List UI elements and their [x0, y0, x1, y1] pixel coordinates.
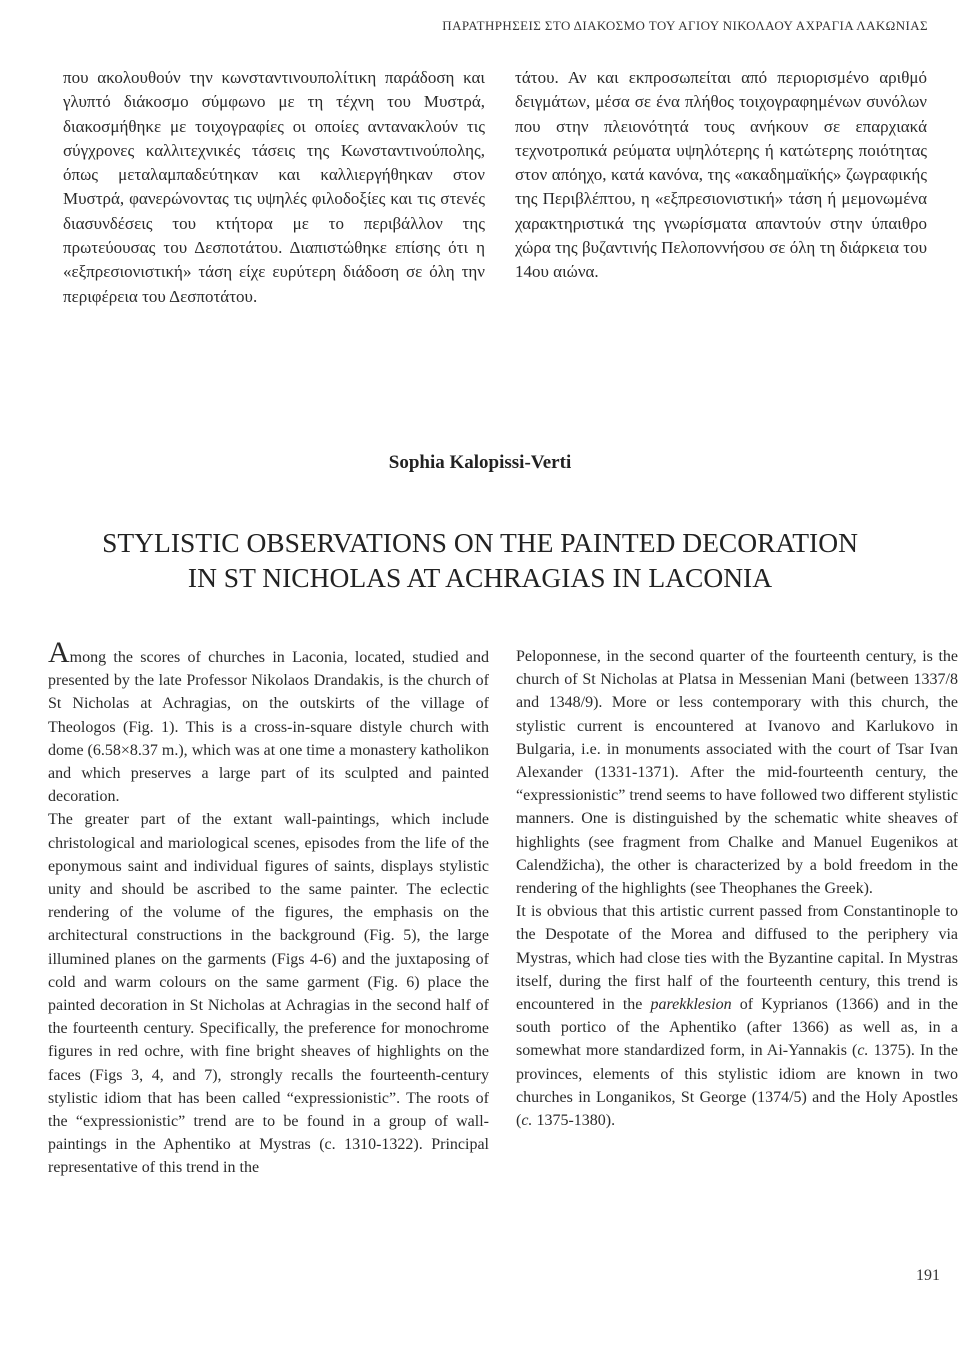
english-left-column — [48, 636, 489, 1180]
paragraph-2: The greater part of the extant wall-paintings, which include christological and mariological scenes, episodes from the life of the eponymous saint and individual figures of saints, displays stylistic unity and should be ascribed to the same painter. The eclectic rendering of the volume of the figures, the emphasis on the architectural constructions in the background (Fig. 5), the large illumined planes on the garments (Figs 4-6) and the juxtaposing of cold and warm colours on the same garment (Fig. 6) place the painted decoration in St Nicholas at Achragias in the second half of the fourteenth century. Specifically, the preference for monochrome figures in red ochre, with fine bright sheaves of highlights on the faces (Figs 3, 4, and 7), strongly recalls the fourteenth-century stylistic idiom that has been called “expressionistic”. The roots of the “expressionistic” trend are to be found in a group of wall-paintings in the Aphentiko at Mystras (c. 1310-1322). Principal representative of this trend in the — [48, 811, 489, 1177]
page-number: 191 — [916, 1267, 940, 1284]
greek-summary-left-column: που ακολουθούν την κωνσταντινουπολίτικη παράδοση και γλυπτό διάκοσμο σύμφωνο με τη τέχνη του Μυστρά, διακοσμήθηκε με τοιχογραφίες οι οποίες αντανακλούν τις σύγχρονες καλλιτεχνικές τάσεις της Κωνσταντινούπολης, όπως μεταλαμπαδεύτηκαν και καλλιεργήθηκαν στον Μυστρά, φανερώνοντας τις υψηλές φιλοδοξίες και τις στενές διασυνδέσεις του κτήτορα με το περιβάλλον της πρωτεύουσας του Δεσποτάτου. Διαπιστώθηκε επίσης ότι η «εξπρεσιονιστική» τάση είχε ευρύτερη διάδοση σε όλη την περιφέρεια του Δεσποτάτου. — [63, 68, 485, 306]
title-line-1: STYLISTIC OBSERVATIONS ON THE PAINTED DECORATION — [102, 527, 858, 558]
greek-summary-right-column: τάτου. Αν και εκπροσωπείται από περιορισμένο αριθμό δειγμάτων, μέσα σε ένα πλήθος τοιχογραφημένων συνόλων που στην πλειονότητά τους ανήκουν σε επαρχιακά τεχνοτροπικά ρεύματα υψηλότερης ή κατώτερης ποιότητας στον απόηχο, κατά κανόνα, της «ακαδημαϊκής» ζωγραφικής της Περιβλέπτου, η «εξπρεσιονιστική» τάση ή μεμονωμένα χαρακτηριστικά της γνωρίσματα απαντούν στην ύπαιθρο χώρα της βυζαντινής Πελοποννήσου σε όλη τη διάρκεια του 14ου αιώνα. — [515, 68, 927, 282]
paragraph-4 — [516, 900, 958, 1132]
paragraph-4-text-a: It is obvious that this artistic current passed from Constantinople to the Despotate of the Morea and diffused to the periphery via Mystras, which had close ties with the Byzantine capital. In Mystras itself, during the first half of the fourteenth century, this trend is encountered in the — [516, 903, 958, 1014]
paragraph-4-text-d: 1375-1380). — [536, 1112, 616, 1130]
paragraph-1-text: mong the scores of churches in Laconia, located, studied and presented by the late Professor Nikolaos Drandakis, is the church of St Nicholas at Achragias, on the outskirts of the village of Theologos (Fig. 1). This is a cross-in-square distyle church with dome (6.58×8.37 m.), which was at one time a monastery katholikon and which preserves a large part of its sculpted and painted decoration. — [48, 649, 489, 806]
title-line-2: IN ST NICHOLAS AT ACHRAGIAS IN LACONIA — [187, 562, 773, 593]
paragraph-4-text-b: of Kyprianos (1366) and in the south portico of the Aphentiko (after 1366) as well as, in a somewhat more standardized form, in Ai-Yannakis ( — [516, 996, 959, 1060]
english-right-column — [516, 645, 958, 1132]
drop-cap: A — [48, 636, 70, 669]
italic-term: parekklesion — [650, 996, 732, 1014]
running-head: ΠΑΡΑΤΗΡΗΣΕΙΣ ΣΤΟ ΔΙΑΚΟΣΜΟ ΤΟΥ ΑΓΙΟΥ ΝΙΚΟΛΑΟΥ ΑΧΡΑΓΙΑ ΛΑΚΩΝΙΑΣ — [442, 18, 928, 33]
circa-abbrev: c. — [521, 1112, 533, 1130]
author-name: Sophia Kalopissi-Verti — [388, 452, 572, 473]
circa-abbrev: c. — [857, 1042, 869, 1060]
article-title — [0, 525, 960, 595]
paragraph-4-text-c: 1375). In the provinces, elements of this stylistic idiom are known in two churches in Longanikos, St George (1374/5) and the Holy Apostles ( — [516, 1042, 959, 1130]
paragraph-1 — [48, 636, 489, 808]
paragraph-3: Peloponnese, in the second quarter of the fourteenth century, is the church of St Nicholas at Platsa in Messenian Mani (between 1337/8 and 1348/9). More or less contemporary with this church, the stylistic current is encountered at Ivanovo and Karlukovo in Bulgaria, i.e. in monuments associated with the court of Tsar Ivan Alexander (1331-1371). After the mid-fourteenth century, the “expressionistic” trend seems to have followed two different stylistic manners. One is distinguished by the schematic white sheaves of highlights (see fragment from Chalke and Manuel Eugenikos at Calendžicha), the other is characterized by a bold freedom in the rendering of the highlights (see Theophanes the Greek). — [516, 648, 958, 898]
